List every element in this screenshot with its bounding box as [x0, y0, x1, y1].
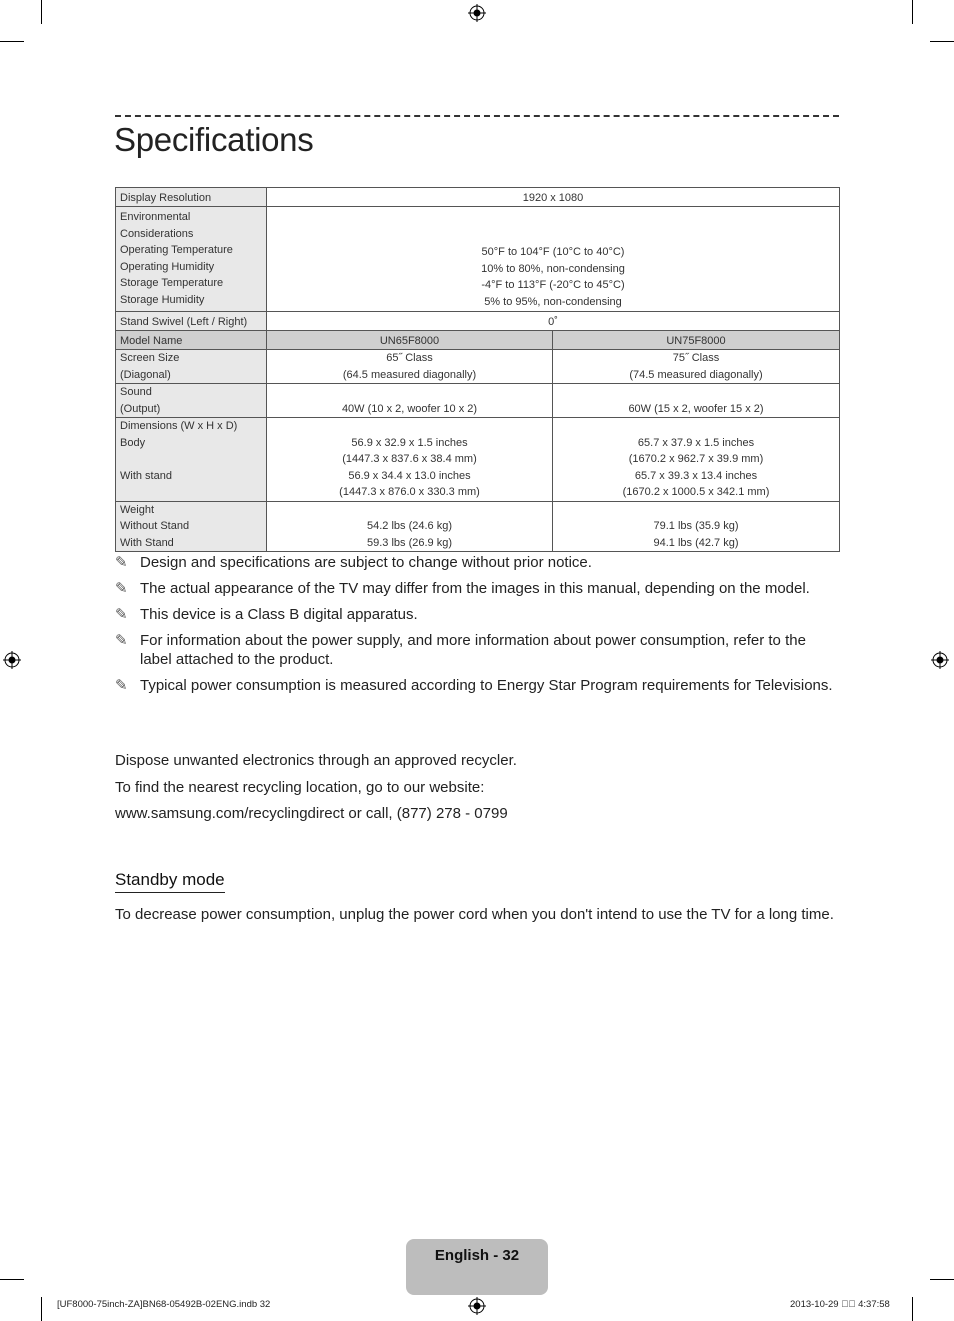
standby-text: To decrease power consumption, unplug the power cord when you don't intend to use the TV for a long time.	[115, 906, 834, 923]
note-text: The actual appearance of the TV may differ from the images in this manual, depending on the model.	[140, 580, 810, 597]
value-line: (64.5 measured diagonally)	[342, 368, 477, 381]
label-line: Without Stand	[120, 520, 190, 532]
label-line: Environmental Considerations	[120, 211, 194, 240]
row-value	[267, 350, 553, 384]
value-line: 79.1 lbs (35.9 kg)	[653, 520, 739, 532]
model-name: UN75F8000	[553, 331, 840, 350]
label-line: Body	[120, 436, 146, 449]
label-line: Weight	[120, 503, 155, 516]
row-value	[553, 350, 840, 384]
crop-mark	[912, 0, 913, 24]
value-line: (1670.2 x 1000.5 x 342.1 mm)	[622, 486, 770, 498]
value-line: (1447.3 x 876.0 x 330.3 mm)	[339, 486, 480, 498]
label-line: Sound	[120, 386, 152, 398]
registration-mark-icon	[468, 1297, 486, 1315]
value-line: (1447.3 x 837.6 x 38.4 mm)	[342, 453, 477, 465]
row-label	[116, 350, 267, 384]
model-name: UN65F8000	[267, 331, 553, 350]
label-line: Storage Humidity	[120, 293, 205, 306]
table-row	[116, 384, 840, 418]
note-item	[115, 580, 839, 599]
label-line: Dimensions (W x H x D)	[120, 420, 238, 432]
model-header-row	[116, 331, 840, 350]
row-value	[553, 501, 840, 552]
table-row	[116, 350, 840, 384]
value-line: 75˝ Class	[672, 352, 720, 364]
table-row	[116, 312, 840, 331]
note-item	[115, 554, 839, 573]
pencil-note-icon: ✎	[115, 554, 128, 571]
value-line: 5% to 95%, non-condensing	[484, 295, 622, 308]
row-value	[267, 501, 553, 552]
value-line: 56.9 x 32.9 x 1.5 inches	[351, 436, 468, 449]
value-line: 94.1 lbs (42.7 kg)	[653, 536, 739, 549]
label-line: Operating Temperature	[120, 244, 233, 256]
row-label	[116, 418, 267, 502]
table-row	[116, 501, 840, 552]
row-value: 1920 x 1080	[267, 188, 840, 207]
value-line: 54.2 lbs (24.6 kg)	[367, 520, 452, 532]
note-item	[115, 632, 839, 669]
crop-mark	[0, 41, 24, 42]
label-line: (Output)	[120, 402, 161, 415]
table-row	[116, 418, 840, 502]
pencil-note-icon: ✎	[115, 580, 128, 597]
spec-table	[115, 187, 840, 552]
row-label: Model Name	[116, 331, 267, 350]
registration-mark-icon	[468, 4, 486, 22]
value-line: (74.5 measured diagonally)	[629, 368, 763, 381]
crop-mark	[0, 1279, 24, 1280]
label-line: With stand	[120, 469, 172, 482]
note-text: Design and specifications are subject to change without prior notice.	[140, 554, 592, 571]
label-line: Storage Temperature	[120, 277, 224, 289]
table-row	[116, 188, 840, 207]
registration-mark-icon	[931, 651, 949, 669]
note-text: Typical power consumption is measured according to Energy Star Program requirements for Televisions.	[140, 676, 833, 694]
value-line: 65.7 x 37.9 x 1.5 inches	[637, 436, 755, 449]
row-value: 40W (10 x 2, woofer 10 x 2)	[267, 384, 553, 418]
row-value	[553, 418, 840, 502]
row-value: 60W (15 x 2, woofer 15 x 2)	[553, 384, 840, 418]
print-timestamp: 2013-10-29 ￿￿ 4:37:58	[790, 1299, 890, 1310]
title-divider	[115, 115, 839, 117]
value-line: 56.9 x 34.4 x 13.0 inches	[348, 469, 471, 482]
value-line: 50°F to 104°F (10°C to 40°C)	[481, 246, 625, 258]
crop-mark	[912, 1297, 913, 1321]
value-line: (1670.2 x 962.7 x 39.9 mm)	[628, 453, 764, 465]
notes-list	[115, 554, 839, 703]
crop-mark	[41, 1297, 42, 1321]
row-label: Display Resolution	[116, 188, 267, 207]
row-value	[267, 418, 553, 502]
value-line: 65˝ Class	[386, 352, 433, 364]
value-line: -4°F to 113°F (-20°C to 45°C)	[481, 279, 625, 291]
pencil-note-icon: ✎	[115, 676, 128, 694]
crop-mark	[41, 0, 42, 24]
label-line: Screen Size	[120, 352, 180, 364]
value-line: 65.7 x 39.3 x 13.4 inches	[634, 469, 758, 482]
row-value: 0˚	[267, 312, 840, 331]
note-text: For information about the power supply, and more information about power consumption, refer to the label attached to the product.	[140, 632, 806, 668]
pencil-note-icon: ✎	[115, 606, 128, 623]
label-line: With Stand	[120, 536, 174, 549]
note-text: This device is a Class B digital apparatus.	[140, 606, 418, 623]
crop-mark	[930, 1279, 954, 1280]
registration-mark-icon	[3, 651, 21, 669]
row-label	[116, 501, 267, 552]
value-line: 59.3 lbs (26.9 kg)	[367, 536, 452, 549]
note-item	[115, 677, 839, 696]
standby-heading: Standby mode	[115, 870, 225, 893]
page-number-tab	[406, 1239, 548, 1295]
note-item	[115, 606, 839, 625]
row-label: Stand Swivel (Left / Right)	[116, 312, 267, 331]
row-label	[116, 384, 267, 418]
label-line: (Diagonal)	[120, 368, 171, 381]
pencil-note-icon: ✎	[115, 632, 128, 649]
row-value	[267, 207, 840, 312]
recycling-line-2: To find the nearest recycling location, go to our website:	[115, 779, 485, 796]
spacer-line	[120, 484, 262, 501]
file-slug: [UF8000-75inch-ZA]BN68-05492B-02ENG.indb 32	[57, 1299, 271, 1310]
label-line: Operating Humidity	[120, 260, 215, 273]
recycling-website: www.samsung.com/recyclingdirect or call, (877) 278 - 0799	[115, 805, 508, 822]
recycling-line-1: Dispose unwanted electronics through an approved recycler.	[115, 752, 517, 769]
row-label	[116, 207, 267, 312]
table-row	[116, 207, 840, 312]
crop-mark	[930, 41, 954, 42]
spacer-line	[120, 451, 262, 468]
page-title: Specifications	[114, 121, 314, 158]
value-line: 10% to 80%, non-condensing	[481, 262, 625, 275]
page-number: English - 32	[434, 1247, 520, 1264]
